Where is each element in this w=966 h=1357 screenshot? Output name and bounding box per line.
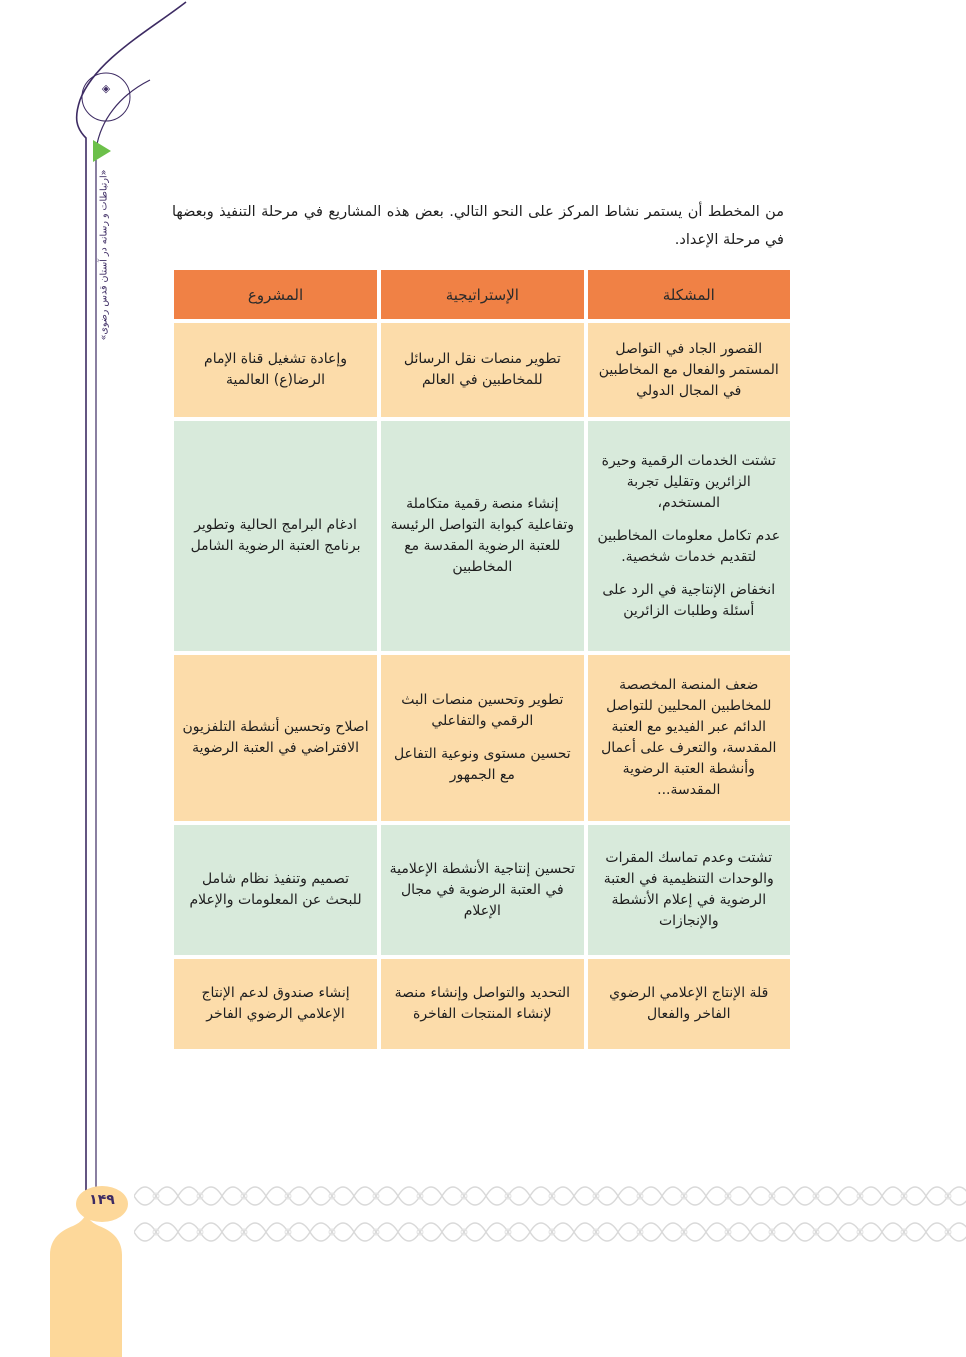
table-row (174, 959, 790, 1049)
strategy-table (170, 266, 794, 1053)
page-number: ۱۴۹ (89, 1192, 115, 1208)
table-row (174, 655, 790, 821)
logo-mark: ◈ (101, 82, 111, 95)
decorative-pattern (134, 1178, 966, 1250)
green-triangle-icon (93, 140, 111, 162)
table-header-row (174, 270, 790, 319)
strategy-cell: تطوير وتحسين منصات البث الرقمي والتفاعلي تحسين مستوى ونوعية التفاعل مع الجمهور (381, 655, 583, 821)
table-row (174, 825, 790, 955)
header-strategy: الإستراتيجية (381, 270, 583, 319)
page-tab (50, 1212, 122, 1357)
project-cell: وإعادة تشغيل قناة الإمام الرضا(ع) العالمية (174, 323, 377, 417)
problem-cell: تشتت وعدم تماسك المقرات والوحدات التنظيمية في العتبة الرضوية في إعلام الأنشطة والإنجازات (588, 825, 790, 955)
strategy-cell: التحديد والتواصل وإنشاء منصة لإنشاء المنتجات الفاخرة (381, 959, 583, 1049)
problem-cell: قلة الإنتاج الإعلامي الرضوي الفاخر والفعال (588, 959, 790, 1049)
problem-cell: القصور الجاد في التواصل المستمر والفعال مع المخاطبين في المجال الدولي (588, 323, 790, 417)
project-cell: ادغام البرامج الحالية وتطوير برنامج العتبة الرضوية الشامل (174, 421, 377, 651)
header-project: المشروع (174, 270, 377, 319)
project-cell: إنشاء صندوق لدعم الإنتاج الإعلامي الرضوي الفاخر (174, 959, 377, 1049)
strategy-cell: إنشاء منصة رقمية متكاملة وتفاعلية كبوابة التواصل الرئيسة للعتبة الرضوية المقدسة مع المخاطبين (381, 421, 583, 651)
project-cell: اصلاح وتحسين أنشطة التلفزيون الافتراضي في العتبة الرضوية (174, 655, 377, 821)
strategy-cell: تطوير منصات نقل الرسائل للمخاطبين في العالم (381, 323, 583, 417)
table-row (174, 323, 790, 417)
project-cell: تصميم وتنفيذ نظام شامل للبحث عن المعلومات والإعلام (174, 825, 377, 955)
header-problem: المشكلة (588, 270, 790, 319)
intro-paragraph: من المخطط أن يستمر نشاط المركز على النحو التالي. بعض هذه المشاريع في مرحلة التنفيذ وبعضها في مرحلة الإعداد. (172, 204, 784, 248)
problem-cell: تشتت الخدمات الرقمية وحيرة الزائرين وتقليل تجربة المستخدم، عدم تكامل معلومات المخاطبين لتقديم خدمات شخصية. انخفاض الإنتاجية في الرد على أسئلة وطلبات الزائرين (588, 421, 790, 651)
side-title: «ارتباطات و رسانه در آستان قدس رضوی» (98, 169, 110, 341)
problem-cell: ضعف المنصة المخصصة للمخاطبين المحليين للتواصل الدائم عبر الفيديو مع العتبة المقدسة، والتعرف على أعمال وأنشطة العتبة الرضوية المقدسة... (588, 655, 790, 821)
strategy-cell: تحسين إنتاجية الأنشطة الإعلامية في العتبة الرضوية في مجال الإعلام (381, 825, 583, 955)
table-row (174, 421, 790, 651)
logo-ring (82, 73, 130, 121)
